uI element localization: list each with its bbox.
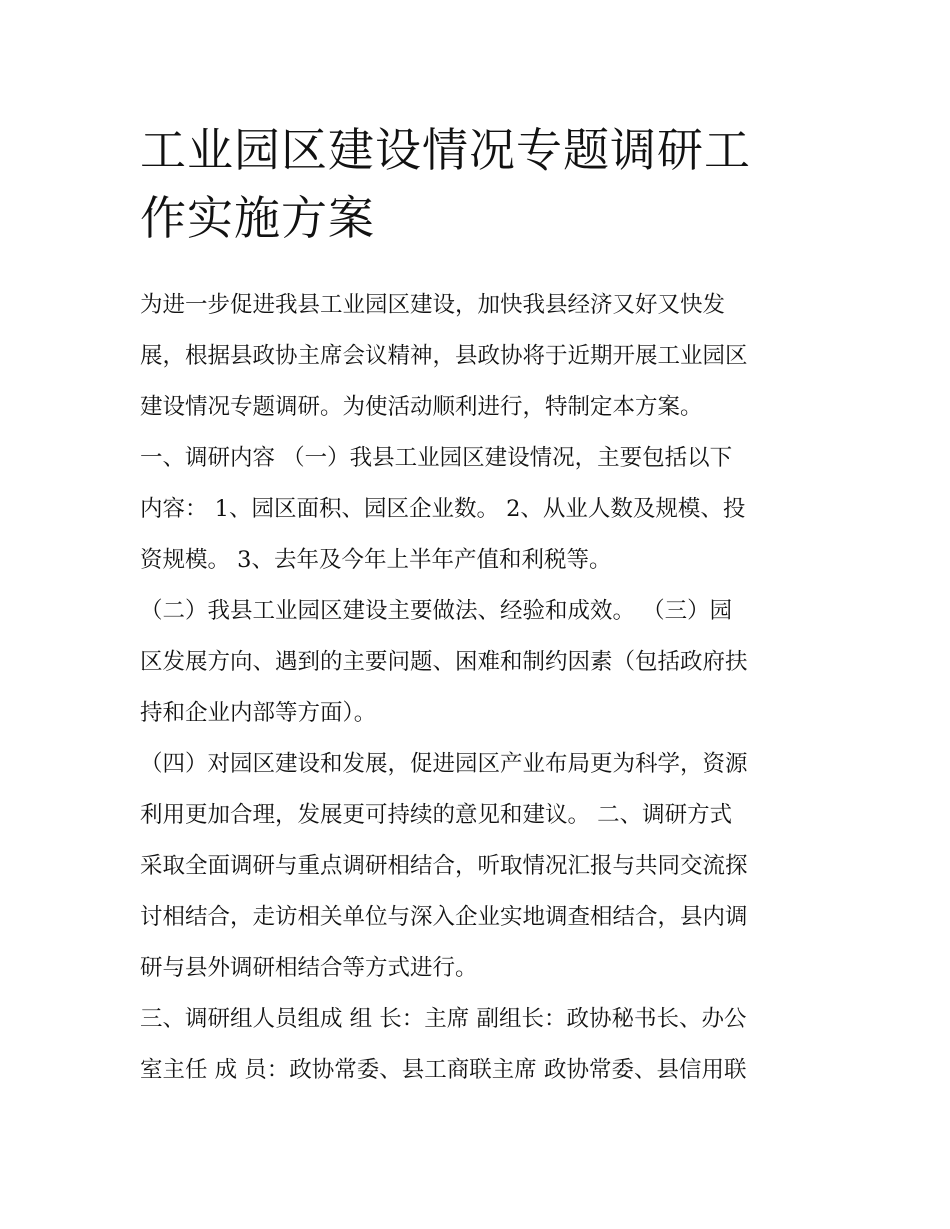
document-body [140, 280, 830, 1096]
body-line: （四）对园区建设和发展，促进园区产业布局更为科学，资源 [140, 751, 748, 777]
body-line: （二）我县工业园区建设主要做法、经验和成效。 （三）园 [140, 598, 733, 624]
document-title [140, 116, 820, 252]
title-line: 工业园区建设情况专题调研工 [140, 123, 751, 177]
body-line: 为进一步促进我县工业园区建设，加快我县经济又好又快发 [140, 292, 726, 318]
body-line: 持和企业内部等方面）。 [140, 700, 377, 726]
title-line: 作实施方案 [140, 191, 375, 245]
body-line: 资规模。 3、去年及今年上半年产值和利税等。 [140, 547, 612, 573]
body-line: 内容： 1、园区面积、园区企业数。 2、从业人数及规模、投 [140, 496, 746, 522]
body-line: 一、调研内容 （一）我县工业园区建设情况，主要包括以下 [140, 445, 733, 471]
body-line: 研与县外调研相结合等方式进行。 [140, 955, 478, 981]
body-line: 室主任 成 员：政协常委、县工商联主席 政协常委、县信用联 [140, 1057, 747, 1083]
body-line: 区发展方向、遇到的主要问题、困难和制约因素（包括政府扶 [140, 649, 748, 675]
body-line: 展，根据县政协主席会议精神，县政协将于近期开展工业园区 [140, 343, 748, 369]
body-line: 采取全面调研与重点调研相结合，听取情况汇报与共同交流探 [140, 853, 748, 879]
body-line: 讨相结合，走访相关单位与深入企业实地调查相结合，县内调 [140, 904, 748, 930]
body-line: 三、调研组人员组成 组 长：主席 副组长：政协秘书长、办公 [140, 1006, 747, 1032]
body-line: 建设情况专题调研。为使活动顺利进行，特制定本方案。 [140, 394, 703, 420]
body-line: 利用更加合理，发展更可持续的意见和建议。 二、调研方式 [140, 802, 733, 828]
